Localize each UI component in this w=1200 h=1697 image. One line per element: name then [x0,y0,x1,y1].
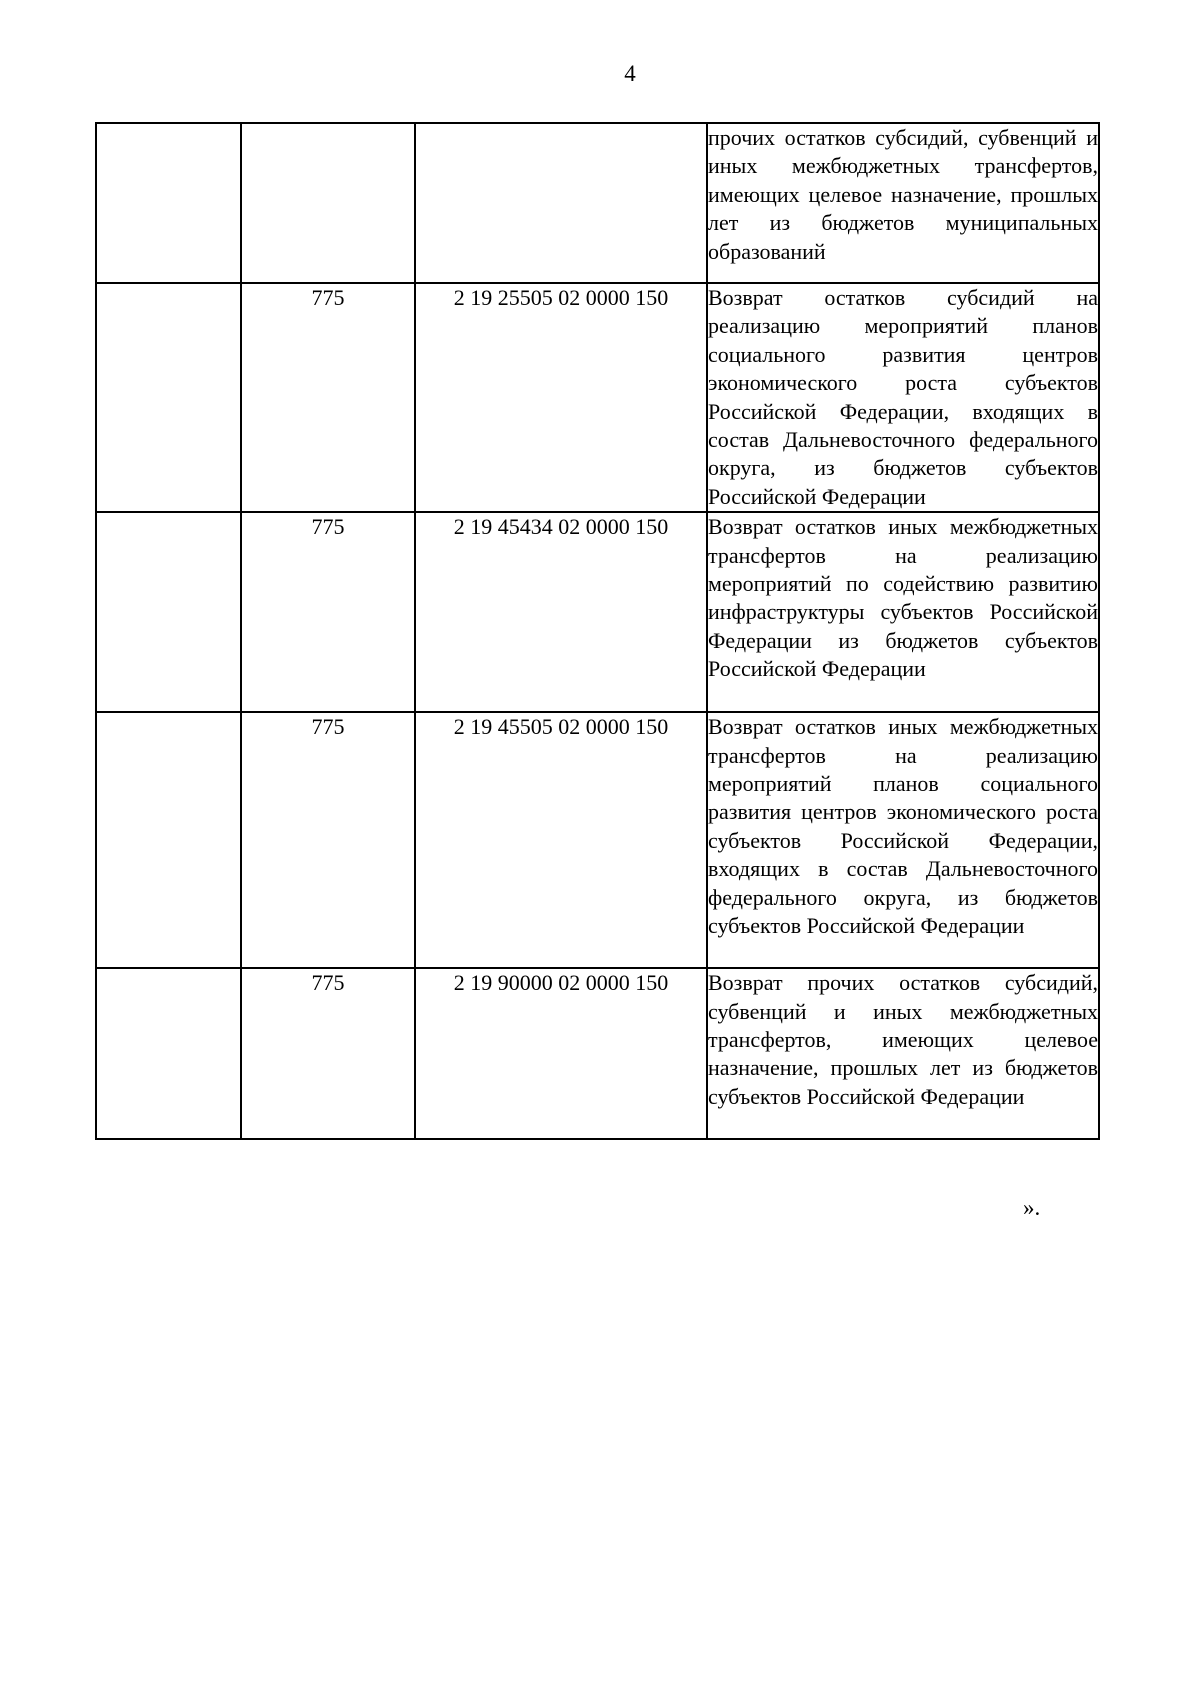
description-cell: Возврат остатков субсидий на реализацию мероприятий планов социального развития центров экономического роста субъектов Российской Федерации, входящих в состав Дальневосточного федерального округа, из бюджетов субъектов Российской Федерации [707,283,1099,512]
description-cell: Возврат остатков иных межбюджетных трансфертов на реализацию мероприятий по содействию развитию инфраструктуры субъектов Российской Федерации из бюджетов субъектов Российской Федерации [707,512,1099,712]
budget-code-cell: 2 19 45505 02 0000 150 [415,712,707,968]
empty-cell [96,512,241,712]
table-row [96,712,1099,968]
closing-quote: ». [1023,1195,1041,1220]
budget-code-cell: 2 19 90000 02 0000 150 [415,968,707,1139]
description-cell: Возврат прочих остатков субсидий, субвенций и иных межбюджетных трансфертов, имеющих целевое назначение, прошлых лет из бюджетов субъектов Российской Федерации [707,968,1099,1139]
administrator-code-cell [241,123,415,283]
budget-code-cell: 2 19 25505 02 0000 150 [415,283,707,512]
administrator-code-cell: 775 [241,968,415,1139]
budget-code-cell [415,123,707,283]
table-row [96,512,1099,712]
description-cell: Возврат остатков иных межбюджетных трансфертов на реализацию мероприятий планов социального развития центров экономического роста субъектов Российской Федерации, входящих в состав Дальневосточного федерального округа, из бюджетов субъектов Российской Федерации [707,712,1099,968]
page-number: 4 [624,61,636,86]
empty-cell [96,123,241,283]
description-cell: прочих остатков субсидий, субвенций и иных межбюджетных трансфертов, имеющих целевое назначение, прошлых лет из бюджетов муниципальных образований [707,123,1099,283]
budget-classification-table [95,122,1100,1140]
administrator-code-cell: 775 [241,712,415,968]
administrator-code-cell: 775 [241,512,415,712]
table-row [96,283,1099,512]
empty-cell [96,712,241,968]
empty-cell [96,283,241,512]
table-row [96,123,1099,283]
table-row [96,968,1099,1139]
administrator-code-cell: 775 [241,283,415,512]
budget-code-cell: 2 19 45434 02 0000 150 [415,512,707,712]
empty-cell [96,968,241,1139]
